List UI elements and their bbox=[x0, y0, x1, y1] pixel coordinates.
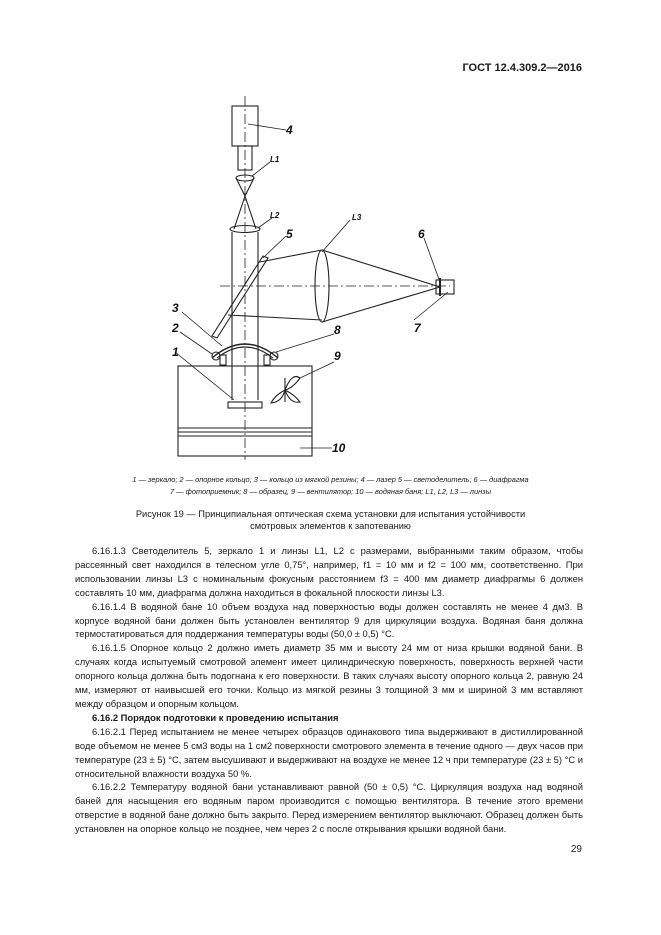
figure-title-line-2: смотровых элементов к запотеванию bbox=[250, 520, 411, 531]
beam-splitter bbox=[212, 256, 268, 338]
paragraph-6-16-2-2: 6.16.2.2 Температуру водяной бани устанавливают равной (50 ± 0,5) °С. Циркуляция воздуха над водяной баней для насыщения его водяным паром производится с помощью вентилятора. В течение этого времени отверстие в водяной бане должно быть закрыто. Перед измерением вентилятор выключают. Образец должен быть установлен на опорное кольцо не позднее, чем через 2 с после открывания крышки водяной бани. bbox=[75, 781, 583, 835]
label-3: 3 bbox=[172, 301, 179, 315]
label-5: 5 bbox=[286, 227, 293, 241]
label-8: 8 bbox=[334, 323, 341, 337]
label-4: 4 bbox=[286, 123, 293, 137]
fan bbox=[271, 377, 300, 404]
label-l3: L3 bbox=[352, 213, 362, 222]
label-10: 10 bbox=[332, 441, 346, 455]
label-1: 1 bbox=[172, 345, 179, 359]
figure-legend-line-1: 1 — зеркало; 2 — опорное кольцо; 3 — кольцо из мягкой резины; 4 — лазер 5 — светоделитель; 6 — диафрагма bbox=[132, 475, 529, 484]
page-number: 29 bbox=[570, 844, 582, 855]
label-9: 9 bbox=[334, 349, 341, 363]
paragraph-6-16-1-4: 6.16.1.4 В водяной бане 10 объем воздуха над поверхностью воды должен составлять не менее 4 дм3. В корпусе водяной бани должен быть установлен вентилятор 9 для циркуляции воздуха. Водяная баня должна термостатироваться для поддержания температуры воды (50,0 ± 0,5) °С. bbox=[75, 600, 583, 640]
label-l1: L1 bbox=[270, 155, 280, 164]
figure-legend-line-2: 7 — фотоприемник; 8 — образец, 9 — вентилятор; 10 — водяная баня; L1, L2, L3 — линзы bbox=[169, 487, 492, 496]
section-heading-6-16-2: 6.16.2 Порядок подготовки к проведению испытания bbox=[92, 711, 339, 723]
label-2: 2 bbox=[172, 321, 179, 335]
label-6: 6 bbox=[418, 227, 425, 241]
document-header: ГОСТ 12.4.309.2—2016 bbox=[462, 62, 582, 74]
paragraph-6-16-2-1: 6.16.2.1 Перед испытанием не менее четырех образцов одинакового типа выдерживают в дистиллированной воде объемом не менее 5 см3 воды на 1 см2 поверхности смотрового элемента в течение одного — двух часов при температуре (23 ± 5) °С, затем высушивают и выдерживают на воздухе не менее 12 ч при температуре (23 ± 5) °С и относительной влажности воздуха 50 %. bbox=[75, 725, 583, 779]
paragraph-6-16-1-5: 6.16.1.5 Опорное кольцо 2 должно иметь диаметр 35 мм и высоту 24 мм от низа крышки водяной бани. В случаях когда испытуемый смотровой элемент имеет цилиндрическую поверхность, поверхность верхней части опорного кольца должна быть подогнана к его поверхности. В таких случаях высоту опорного кольца 2, равную 24 мм, измеряют от наивысшей его точки. Кольцо из мягкой резины 3 толщиной 3 мм и шириной 3 мм вставляют между образцом и опорным кольцом. bbox=[75, 642, 583, 709]
support-ring-left bbox=[220, 355, 226, 365]
figure-title-line-1: Рисунок 19 — Принципиальная оптическая схема установки для испытания устойчивости bbox=[135, 509, 526, 519]
paragraph-6-16-1-3: 6.16.1.3 Светоделитель 5, зеркало 1 и линзы L1, L2 с размерами, выбранными таким образом, чтобы рассеянный свет находился в телесном угле 0,75°, например, f1 = 10 мм и f2 = 100 мм, соответственно. При использовании линзы L3 с номинальным фокусным расстоянием f3 = 400 мм диаметр диафрагмы 6 должен составлять 10 мм, диафрагма должна находиться в фокальной плоскости линзы L3. bbox=[75, 545, 583, 598]
label-7: 7 bbox=[414, 321, 421, 335]
label-l2: L2 bbox=[270, 211, 280, 220]
figure-title bbox=[60, 509, 601, 532]
support-ring-right bbox=[264, 355, 270, 365]
body-text bbox=[75, 544, 583, 836]
